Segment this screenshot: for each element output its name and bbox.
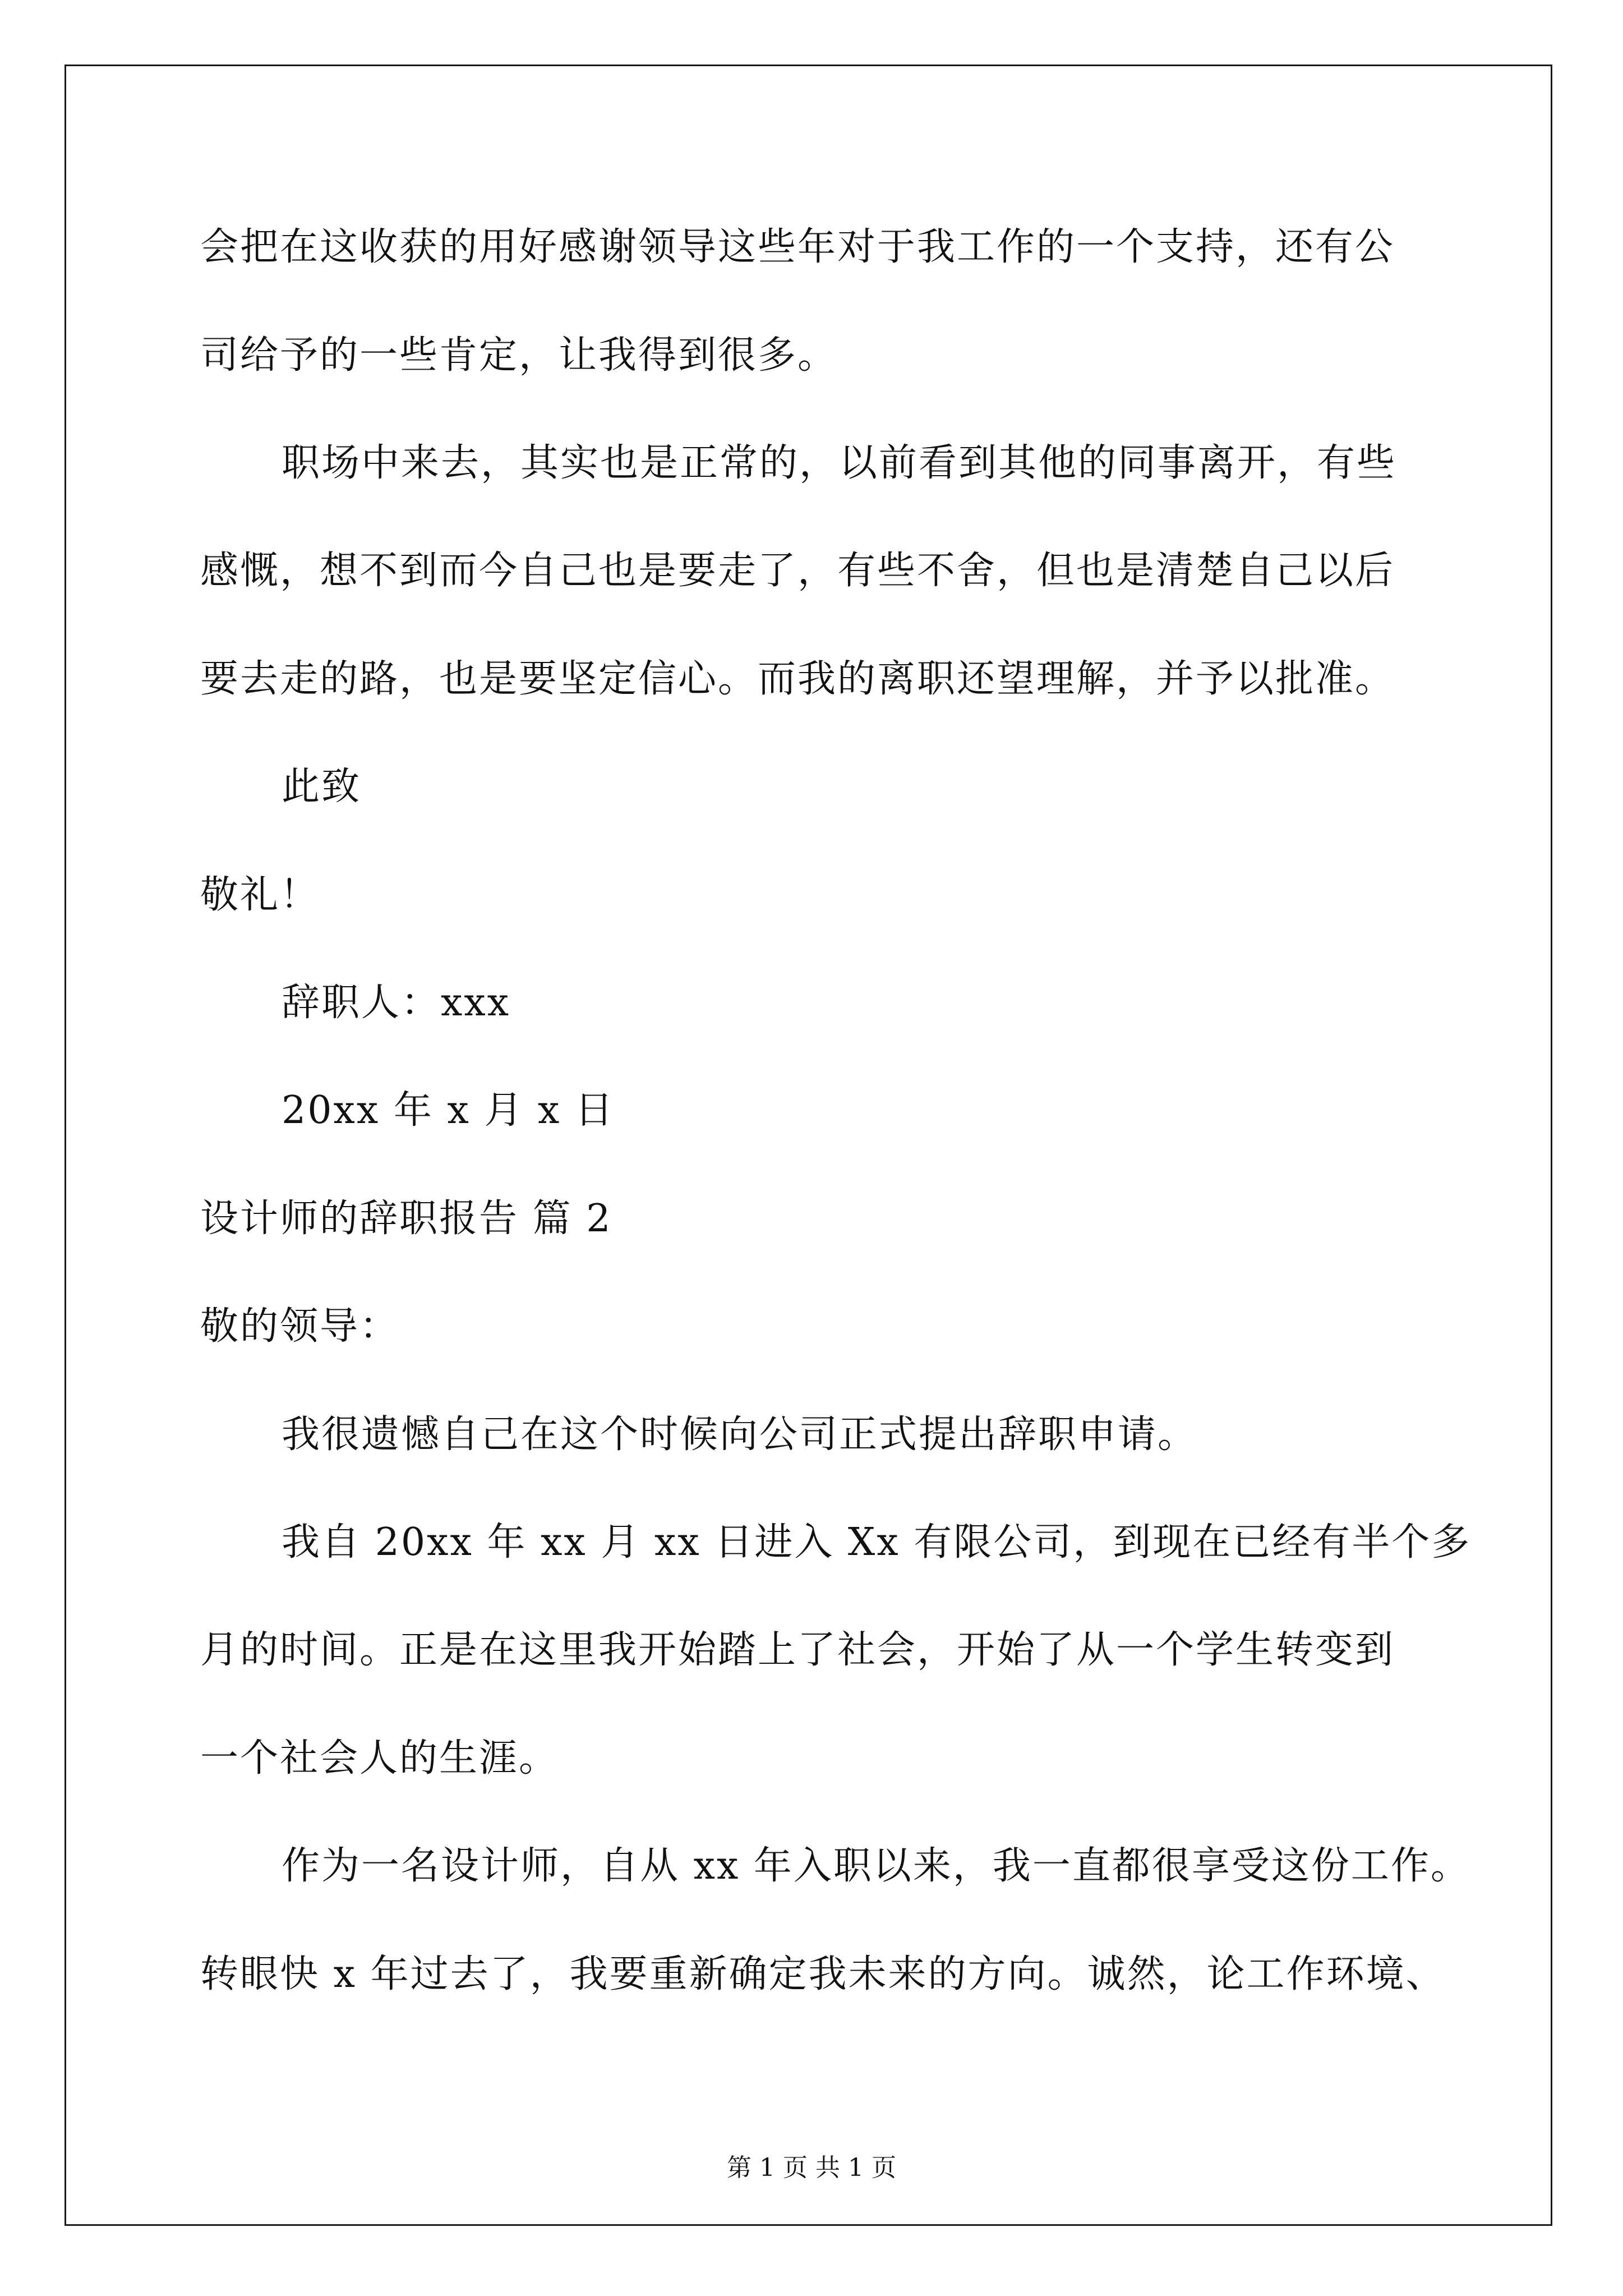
text-line: 感慨，想不到而今自己也是要走了，有些不舍，但也是清楚自己以后 — [200, 549, 1395, 593]
text-line: 月的时间。正是在这里我开始踏上了社会，开始了从一个学生转变到 — [200, 1628, 1395, 1672]
text-line: 此致 — [282, 765, 362, 809]
page-footer: 第 1 页 共 1 页 — [727, 2154, 896, 2182]
text-line: 我自 20xx 年 xx 月 xx 日进入 Xx 有限公司，到现在已经有半个多 — [282, 1520, 1472, 1565]
text-line: 转眼快 x 年过去了，我要重新确定我未来的方向。诚然，论工作环境、 — [200, 1952, 1446, 1996]
text-line: 一个社会人的生涯。 — [200, 1736, 559, 1780]
text-line: 敬礼！ — [200, 873, 320, 917]
text-line: 作为一名设计师，自从 xx 年入职以来，我一直都很享受这份工作。 — [282, 1844, 1470, 1888]
text-line: 职场中来去，其实也是正常的，以前看到其他的同事离开，有些 — [282, 441, 1397, 485]
text-line: 会把在这收获的用好感谢领导这些年对于我工作的一个支持，还有公 — [200, 225, 1395, 269]
salutation: 敬的领导： — [200, 1304, 400, 1349]
section-title: 设计师的辞职报告 篇 2 — [200, 1197, 612, 1241]
text-line: 要去走的路，也是要坚定信心。而我的离职还望理解，并予以批准。 — [200, 657, 1395, 701]
text-line: 我很遗憾自己在这个时候向公司正式提出辞职申请。 — [282, 1412, 1198, 1457]
text-line: 司给予的一些肯定，让我得到很多。 — [200, 333, 838, 378]
page-border — [64, 65, 1552, 2226]
text-line: 20xx 年 x 月 x 日 — [282, 1088, 615, 1133]
text-line: 辞职人：xxx — [282, 981, 511, 1025]
